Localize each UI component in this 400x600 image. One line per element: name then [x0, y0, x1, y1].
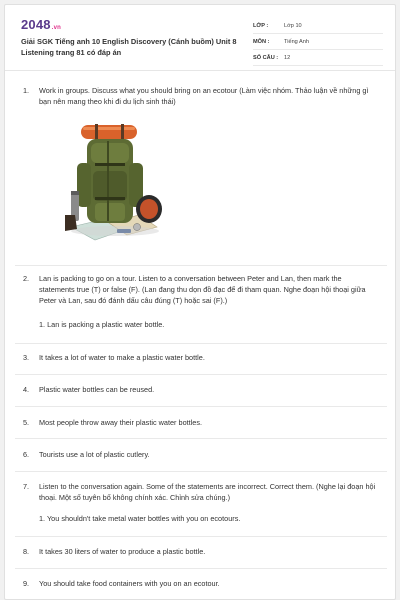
- question-number: 5.: [23, 418, 30, 427]
- question-number: 3.: [23, 353, 30, 362]
- divider: [15, 343, 387, 344]
- site-logo[interactable]: [21, 17, 61, 32]
- meta-row-count: [253, 50, 383, 66]
- question-number: 7.: [23, 482, 30, 491]
- question-text: Tourists use a lot of plastic cutlery.: [39, 450, 150, 459]
- divider: [15, 374, 387, 375]
- question-number: 6.: [23, 450, 30, 459]
- meta-value-grade: Lớp 10: [284, 22, 302, 29]
- divider: [15, 536, 387, 537]
- divider: [15, 406, 387, 407]
- document-header: [5, 5, 396, 71]
- question-text: Work in groups. Discuss what you should bring on an ecotour (Làm việc nhóm. Thảo luận về những gì bạn nên mang theo khi đi du lịch sinh thái): [39, 86, 369, 107]
- question-2-statement: 1. Lan is packing a plastic water bottle.: [39, 320, 165, 329]
- meta-key-count: SỐ CÂU :: [253, 54, 279, 61]
- question-number: 8.: [23, 547, 30, 556]
- backpack-illustration: [65, 119, 165, 245]
- document-meta: [253, 18, 383, 66]
- question-number: 9.: [23, 579, 30, 588]
- question-text: It takes 30 liters of water to produce a plastic bottle.: [39, 547, 206, 556]
- question-text: Listen to the conversation again. Some of the statements are incorrect. Correct them. (Nghe lại đoạn hội thoại. Một số tuyên bố không chính xác. Chỉnh sửa chúng.): [39, 482, 376, 503]
- divider: [15, 265, 387, 266]
- meta-value-count: 12: [284, 54, 291, 61]
- question-number: 2.: [23, 274, 30, 283]
- document-page: [4, 4, 396, 600]
- meta-key-subject: MÔN :: [253, 38, 270, 45]
- meta-row-grade: [253, 18, 383, 34]
- backpack-image: [65, 119, 165, 245]
- question-text: Plastic water bottles can be reused.: [39, 385, 155, 394]
- divider: [15, 471, 387, 472]
- page-title: Giải SGK Tiếng anh 10 English Discovery (Cánh buồm) Unit 8 Listening trang 81 có đáp án: [21, 37, 237, 57]
- question-text: It takes a lot of water to make a plastic water bottle.: [39, 353, 205, 362]
- question-text: Lan is packing to go on a tour. Listen to a conversation between Peter and Lan, then mark the statements true (T) or false (F). (Lan đang thu dọn đồ đạc để đi tham quan. Nghe đoạn hội thoại giữa Peter và Lan, sau đó đánh dấu câu đúng (T) hoặc sai (F).): [39, 274, 366, 306]
- question-number: 4.: [23, 385, 30, 394]
- logo-text: 2048: [21, 17, 51, 32]
- meta-key-grade: LỚP :: [253, 22, 269, 29]
- question-7-statement: 1. You shouldn't take metal water bottles with you on ecotours.: [39, 514, 241, 523]
- question-number: 1.: [23, 86, 30, 95]
- logo-domain: .vn: [51, 25, 62, 31]
- question-text: Most people throw away their plastic water bottles.: [39, 418, 203, 427]
- divider: [15, 438, 387, 439]
- meta-row-subject: [253, 34, 383, 50]
- question-text: You should take food containers with you on an ecotour.: [39, 579, 220, 588]
- meta-value-subject: Tiếng Anh: [284, 38, 309, 45]
- divider: [15, 568, 387, 569]
